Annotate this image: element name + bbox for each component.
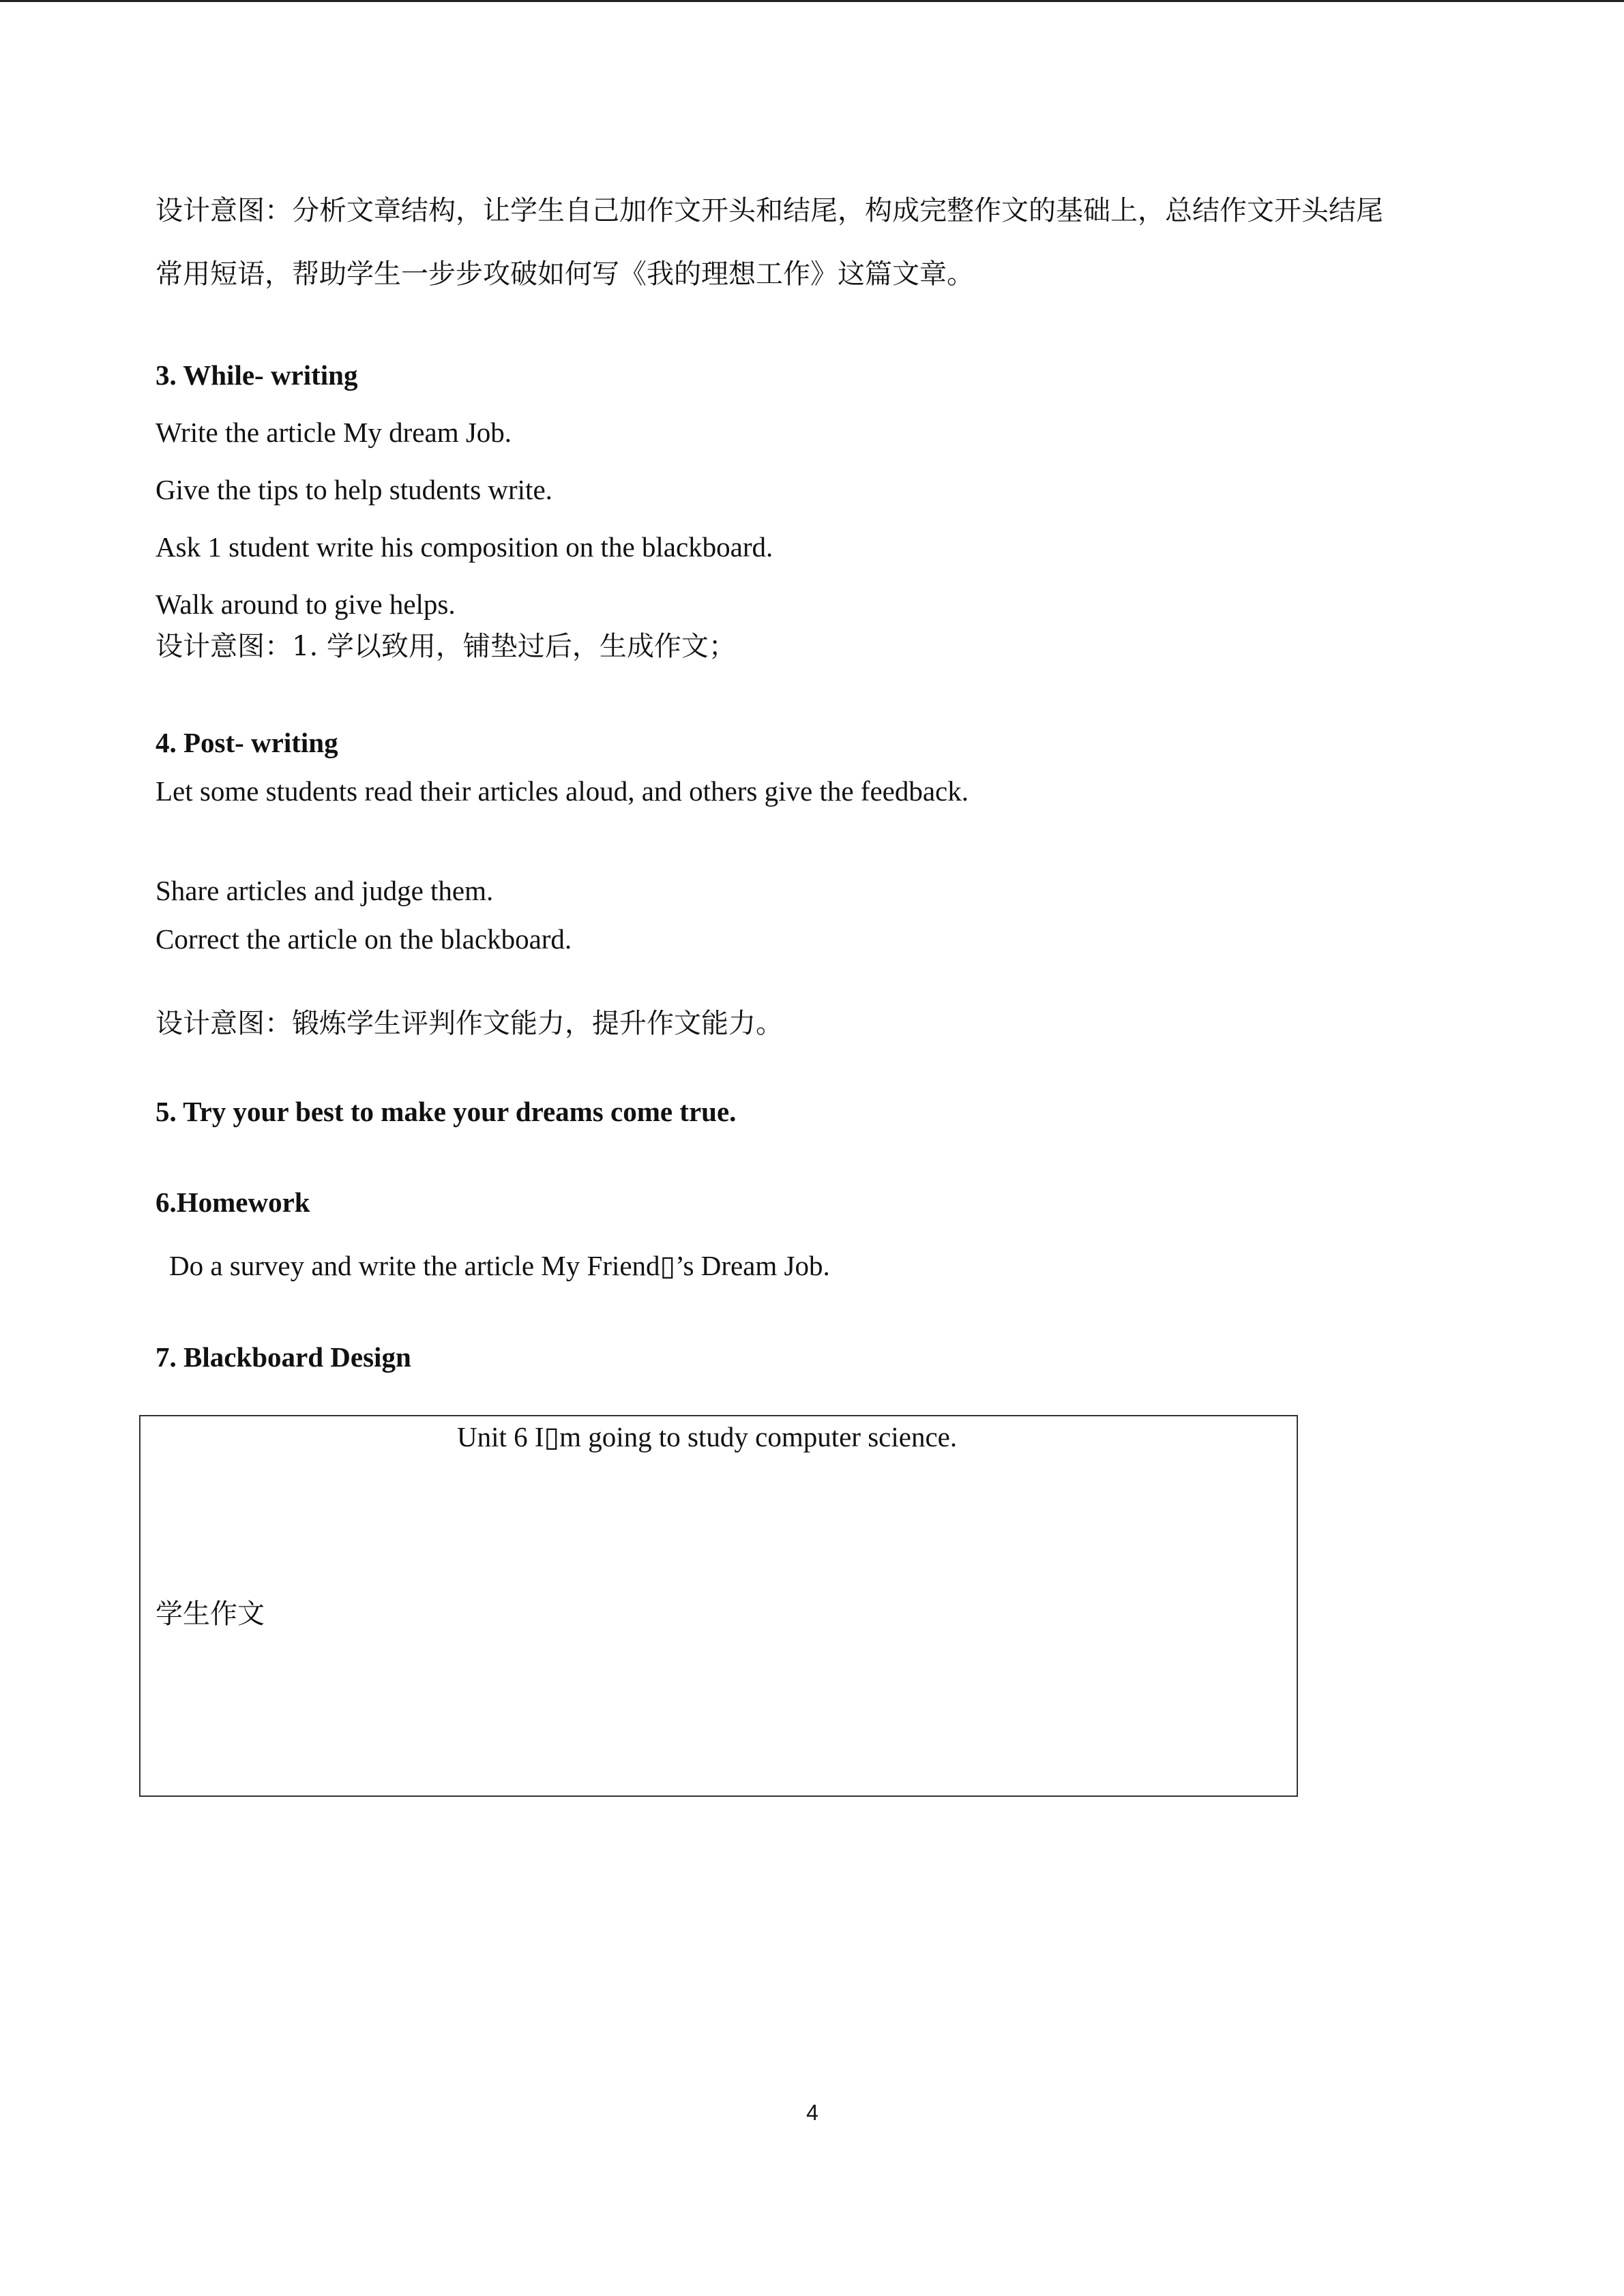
section-5-heading: 5. Try your best to make your dreams come true.	[156, 1096, 737, 1127]
blackboard-design-box	[139, 1415, 1298, 1797]
while-writing-line-4: Walk around to give helps.	[156, 588, 456, 620]
design-intent-line-2: 常用短语，帮助学生一步步攻破如何写《我的理想工作》这篇文章。	[156, 258, 974, 290]
blackboard-student-composition-label: 学生作文	[156, 1598, 265, 1630]
while-writing-line-1: Write the article My dream Job.	[156, 417, 512, 448]
while-writing-line-3: Ask 1 student write his composition on the blackboard.	[156, 531, 773, 563]
post-writing-line-3: Correct the article on the blackboard.	[156, 923, 572, 955]
page-number: 4	[806, 2100, 818, 2125]
design-intent-line-1: 设计意图：分析文章结构，让学生自己加作文开头和结尾，构成完整作文的基础上，总结作文开头结尾	[156, 195, 1383, 226]
blackboard-title: Unit 6 I▯m going to study computer science.	[457, 1421, 958, 1452]
post-writing-line-1: Let some students read their articles aloud, and others give the feedback.	[156, 775, 969, 807]
post-writing-design-intent: 设计意图：锻炼学生评判作文能力，提升作文能力。	[156, 1008, 783, 1039]
homework-line: Do a survey and write the article My Friend▯’s Dream Job.	[169, 1250, 830, 1281]
while-writing-design-intent: 设计意图：1. 学以致用，铺垫过后，生成作文；	[156, 631, 736, 662]
page-top-border	[0, 0, 1624, 2]
section-3-heading: 3. While- writing	[156, 359, 358, 391]
section-7-heading: 7. Blackboard Design	[156, 1341, 411, 1373]
while-writing-line-2: Give the tips to help students write.	[156, 474, 552, 505]
section-4-heading: 4. Post- writing	[156, 727, 338, 758]
post-writing-line-2: Share articles and judge them.	[156, 875, 494, 906]
section-6-heading: 6.Homework	[156, 1187, 310, 1218]
